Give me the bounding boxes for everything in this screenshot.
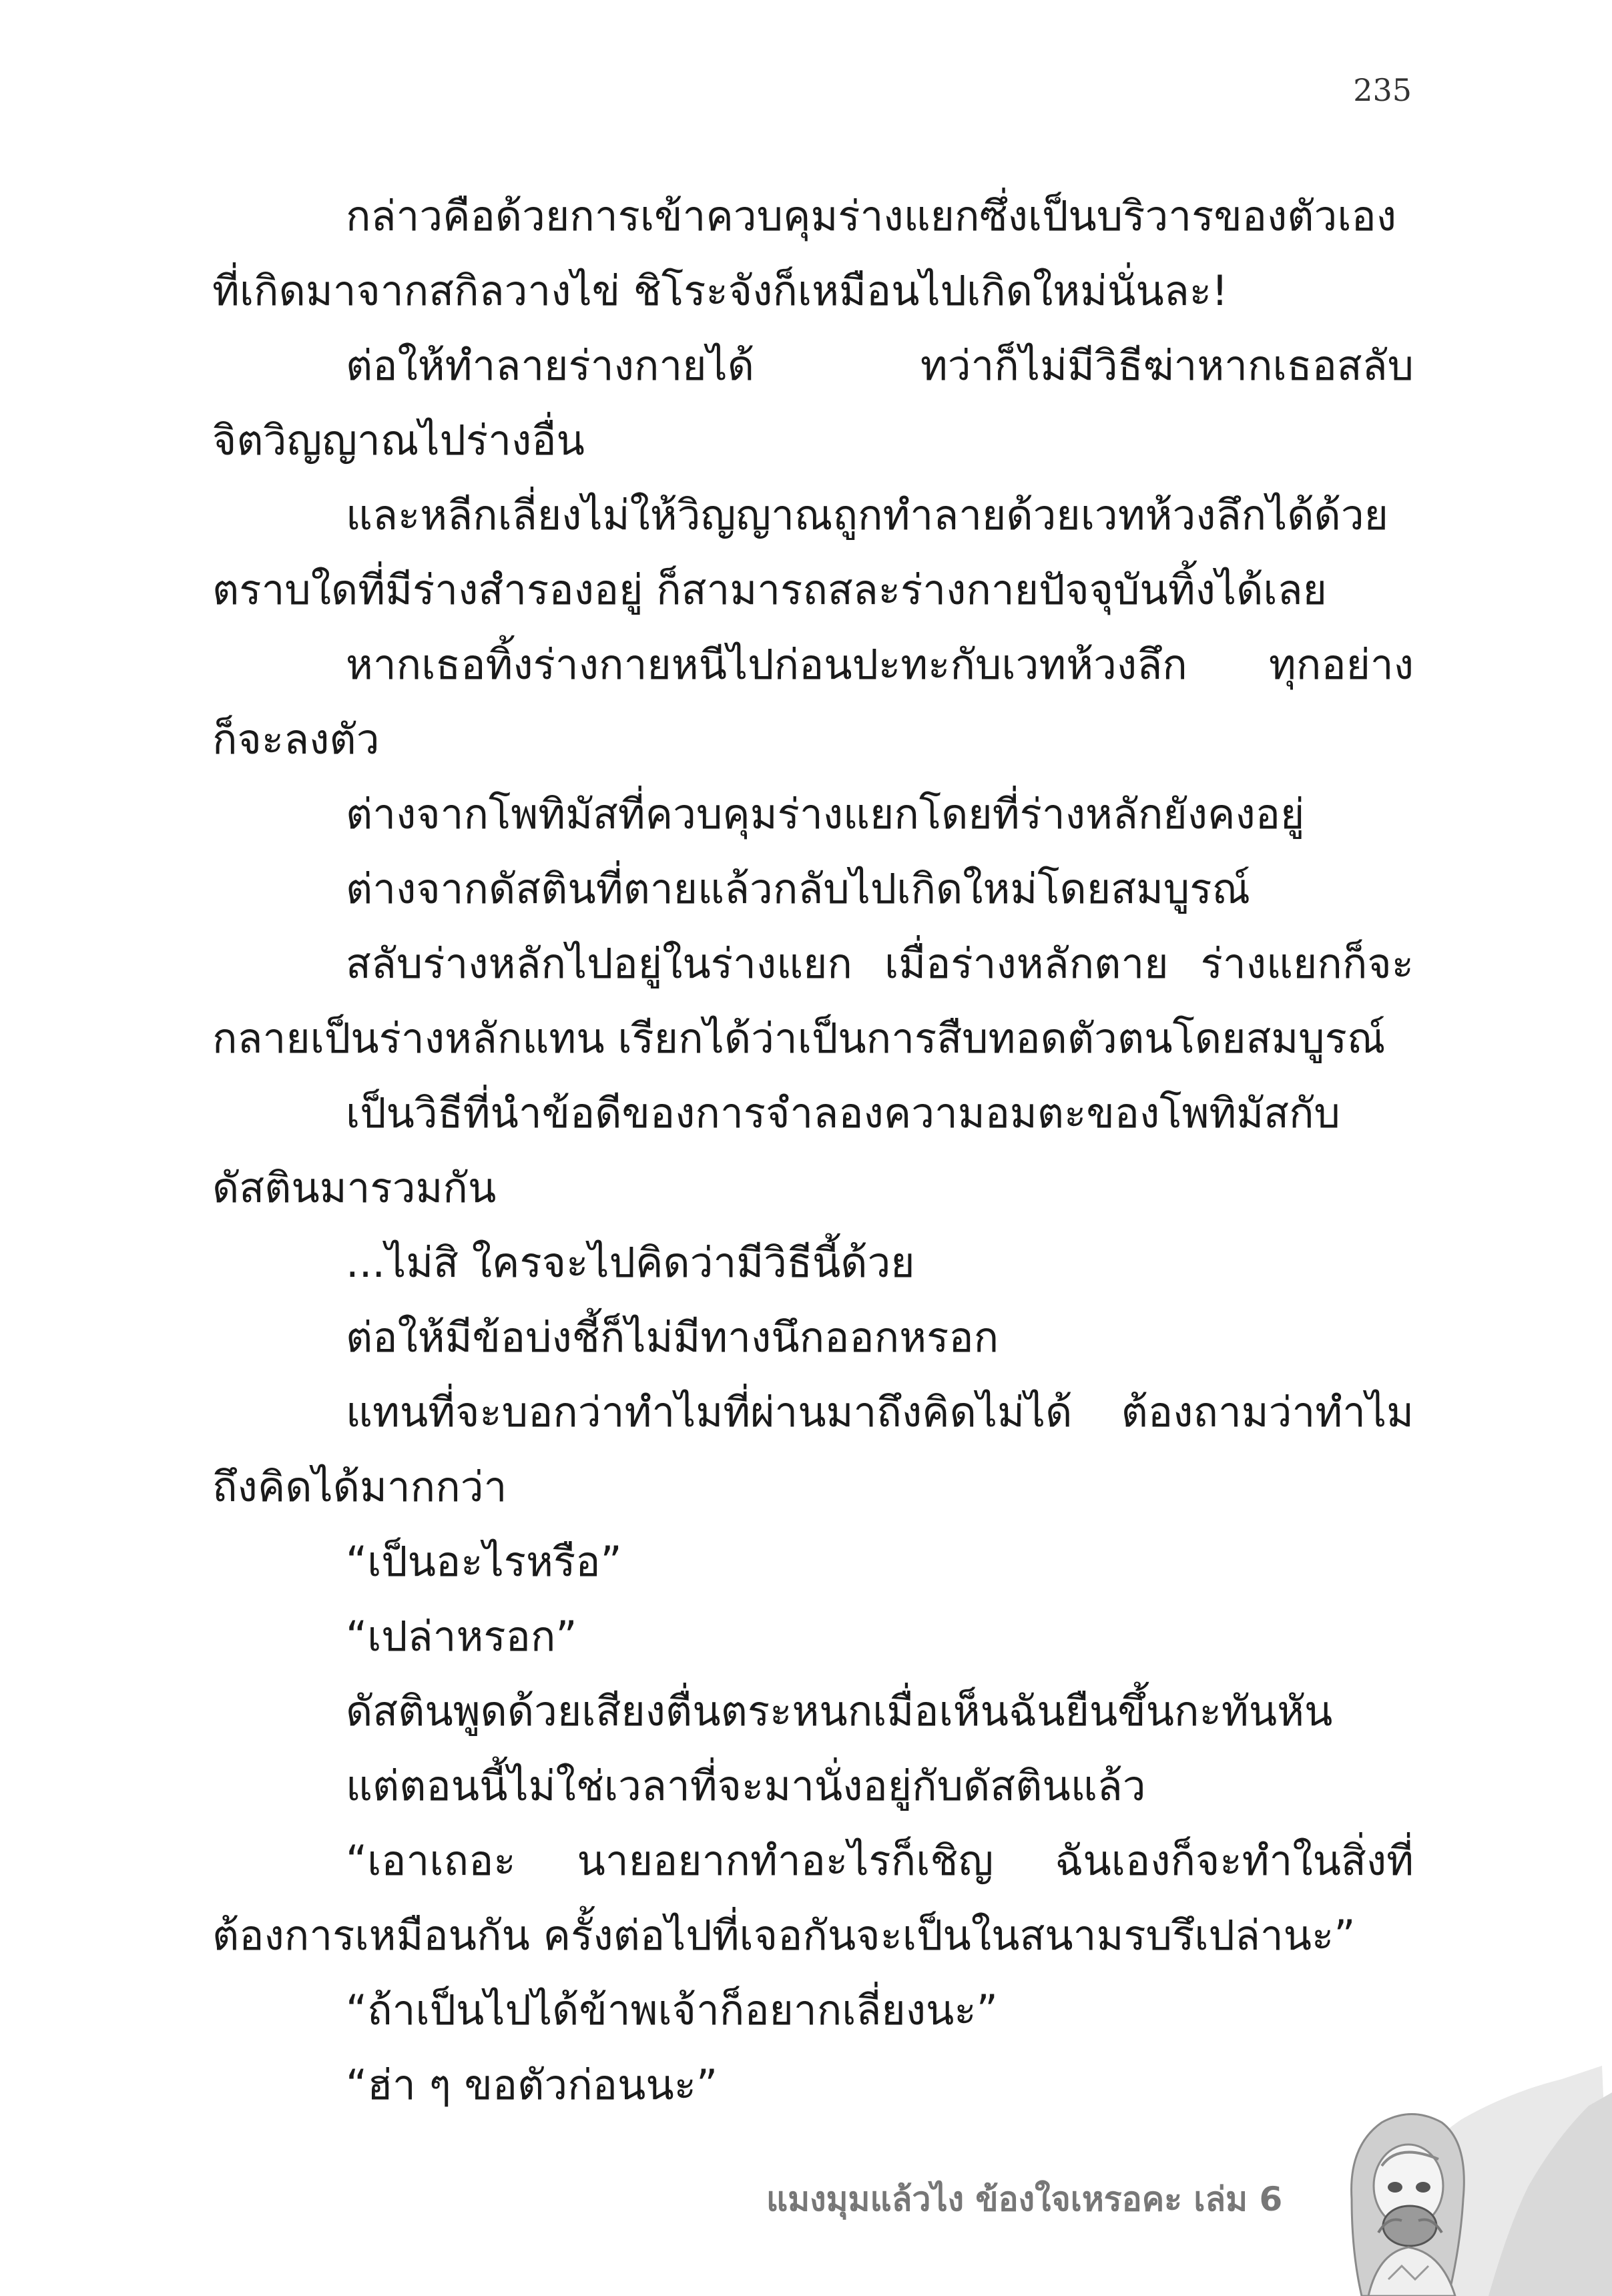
body-text bbox=[212, 179, 1414, 2122]
text-line: ที่เกิดมาจากสกิลวางไข่ ชิโระจังก็เหมือนไปเกิดใหม่นั่นละ! bbox=[212, 266, 1228, 315]
text-line: ก็จะลงตัว bbox=[212, 715, 380, 764]
text-line: “เปล่าหรอก” bbox=[346, 1612, 577, 1661]
text-line: “เอาเถอะ นายอยากทำอะไรก็เชิญ ฉันเองก็จะทำในสิ่งที่ bbox=[346, 1836, 1414, 1885]
text-line: ถึงคิดได้มากกว่า bbox=[212, 1462, 507, 1511]
text-line: และหลีกเลี่ยงไม่ให้วิญญาณถูกทำลายด้วยเวทห้วงลึกได้ด้วย bbox=[346, 491, 1388, 539]
character-illustration bbox=[1288, 2066, 1612, 2296]
text-line: ต่างจากโพทิมัสที่ควบคุมร่างแยกโดยที่ร่างหลักยังคงอยู่ bbox=[346, 790, 1305, 838]
text-line: กลายเป็นร่างหลักแทน เรียกได้ว่าเป็นการสืบทอดตัวตนโดยสมบูรณ์ bbox=[212, 1014, 1386, 1063]
page-number: 235 bbox=[1353, 72, 1412, 108]
text-line: “ถ้าเป็นไปได้ข้าพเจ้าก็อยากเลี่ยงนะ” bbox=[346, 1986, 998, 2034]
text-line: หากเธอทิ้งร่างกายหนีไปก่อนปะทะกับเวทห้วงลึก ทุกอย่าง bbox=[346, 640, 1414, 689]
text-line: สลับร่างหลักไปอยู่ในร่างแยก เมื่อร่างหลักตาย ร่างแยกก็จะ bbox=[346, 939, 1414, 988]
text-line: “ฮ่า ๆ ขอตัวก่อนนะ” bbox=[346, 2060, 718, 2109]
text-line: แทนที่จะบอกว่าทำไมที่ผ่านมาถึงคิดไม่ได้ ต้องถามว่าทำไม bbox=[346, 1388, 1414, 1436]
text-line: ตราบใดที่มีร่างสำรองอยู่ ก็สามารถสละร่างกายปัจจุบันทิ้งได้เลย bbox=[212, 565, 1327, 614]
text-line: ต่างจากดัสตินที่ตายแล้วกลับไปเกิดใหม่โดยสมบูรณ์ bbox=[346, 864, 1251, 913]
text-line: จิตวิญญาณไปร่างอื่น bbox=[212, 416, 585, 465]
text-line: กล่าวคือด้วยการเข้าควบคุมร่างแยกซึ่งเป็นบริวารของตัวเอง bbox=[346, 192, 1397, 240]
text-line: ดัสตินมารวมกัน bbox=[212, 1163, 497, 1212]
text-line: ต้องการเหมือนกัน ครั้งต่อไปที่เจอกันจะเป็นในสนามรบรึเปล่านะ” bbox=[212, 1911, 1356, 1960]
text-line: ...ไม่สิ ใครจะไปคิดว่ามีวิธีนี้ด้วย bbox=[346, 1238, 915, 1287]
text-line: แต่ตอนนี้ไม่ใช่เวลาที่จะมานั่งอยู่กับดัสตินแล้ว bbox=[346, 1761, 1146, 1810]
book-title: แมงมุมแล้วไง ข้องใจเหรอคะ เล่ม 6 bbox=[766, 2180, 1283, 2219]
text-line: ต่อให้มีข้อบ่งชี้ก็ไม่มีทางนึกออกหรอก bbox=[346, 1313, 999, 1362]
text-line: เป็นวิธีที่นำข้อดีของการจำลองความอมตะของโพทิมัสกับ bbox=[346, 1089, 1340, 1137]
text-line: ต่อให้ทำลายร่างกายได้ ทว่าก็ไม่มีวิธีฆ่าหากเธอสลับ bbox=[346, 341, 1414, 390]
text-line: ดัสตินพูดด้วยเสียงตื่นตระหนกเมื่อเห็นฉันยืนขึ้นกะทันหัน bbox=[346, 1687, 1333, 1735]
text-line: “เป็นอะไรหรือ” bbox=[346, 1537, 622, 1586]
